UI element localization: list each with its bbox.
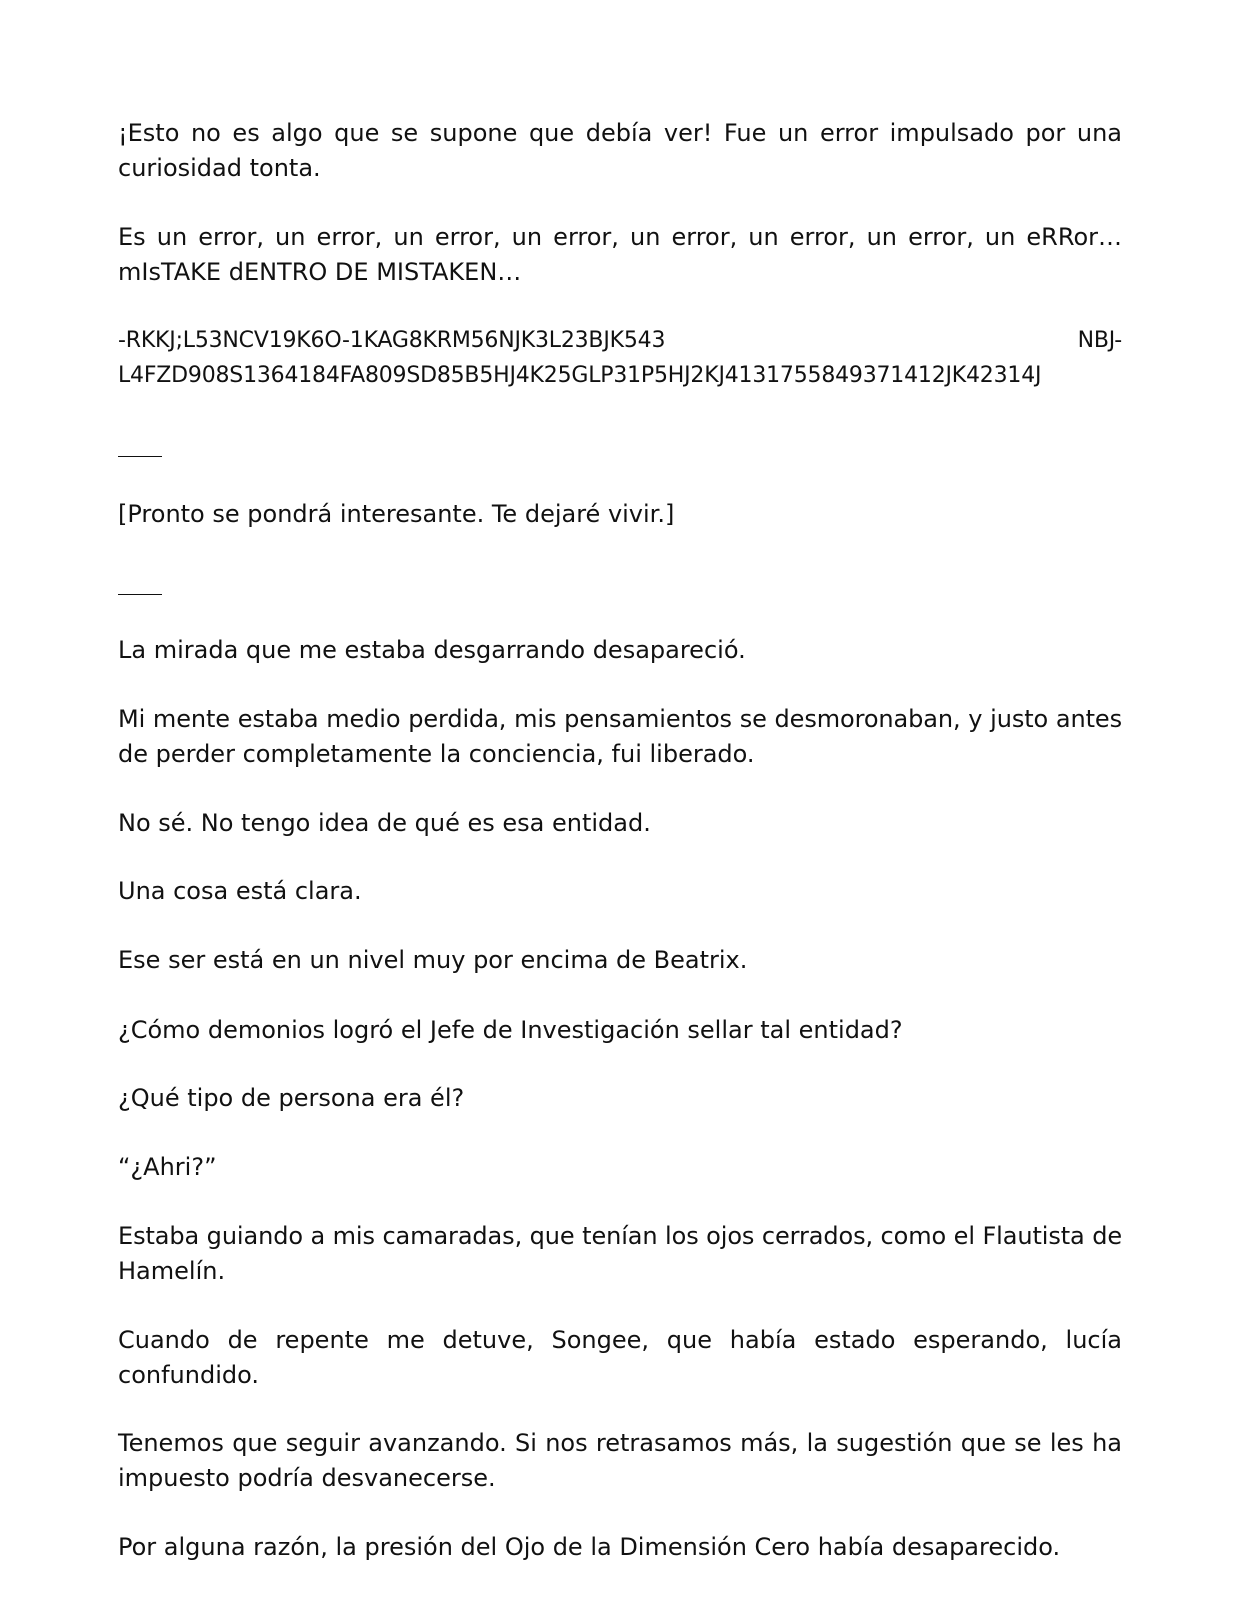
paragraph-line: confundido. — [118, 1361, 259, 1389]
paragraph-line: mIsTAKE dENTRO DE MISTAKEN… — [118, 258, 522, 286]
garbled-code-line: -RKKJ;L53NCV19K6O-1KAG8KRM56NJK3L23BJK543 — [118, 328, 666, 353]
paragraph-line: Cuando de repente me detuve, Songee, que había estado esperando, lucía — [118, 1326, 1122, 1354]
paragraph-line: Es un error, un error, un error, un error, un error, un error, un error, un eRRor… — [118, 223, 1122, 251]
section-divider — [118, 594, 162, 595]
paragraph-line: La mirada que me estaba desgarrando desapareció. — [118, 636, 746, 664]
garbled-code-line: L4FZD908S1364184FA809SD85B5HJ4K25GLP31P5HJ2KJ4131755849371412JK42314J — [118, 363, 1042, 388]
paragraph-line: Ese ser está en un nivel muy por encima de Beatrix. — [118, 946, 748, 974]
dialogue-line: “¿Ahri?” — [118, 1153, 217, 1181]
paragraph-line: Mi mente estaba medio perdida, mis pensamientos se desmoronaban, y justo antes — [118, 705, 1122, 733]
paragraph-line: Por alguna razón, la presión del Ojo de la Dimensión Cero había desaparecido. — [118, 1533, 1061, 1561]
bracketed-message: [Pronto se pondrá interesante. Te dejaré vivir.] — [118, 500, 675, 528]
paragraph-line: ¿Cómo demonios logró el Jefe de Investigación sellar tal entidad? — [118, 1016, 903, 1044]
paragraph-line: de perder completamente la conciencia, fui liberado. — [118, 740, 755, 768]
paragraph-line: Tenemos que seguir avanzando. Si nos retrasamos más, la sugestión que se les ha — [118, 1429, 1122, 1457]
paragraph-line: curiosidad tonta. — [118, 154, 321, 182]
garbled-code-line-end: NBJ- — [1077, 328, 1122, 353]
paragraph-line: Una cosa está clara. — [118, 877, 362, 905]
section-divider — [118, 456, 162, 457]
paragraph-line: No sé. No tengo idea de qué es esa entidad. — [118, 809, 651, 837]
paragraph-line: ¡Esto no es algo que se supone que debía ver! Fue un error impulsado por una — [118, 119, 1122, 147]
paragraph-line: impuesto podría desvanecerse. — [118, 1464, 496, 1492]
paragraph-line: Hamelín. — [118, 1257, 226, 1285]
paragraph-line: ¿Qué tipo de persona era él? — [118, 1084, 465, 1112]
paragraph-line: Estaba guiando a mis camaradas, que tenían los ojos cerrados, como el Flautista de — [118, 1222, 1122, 1250]
